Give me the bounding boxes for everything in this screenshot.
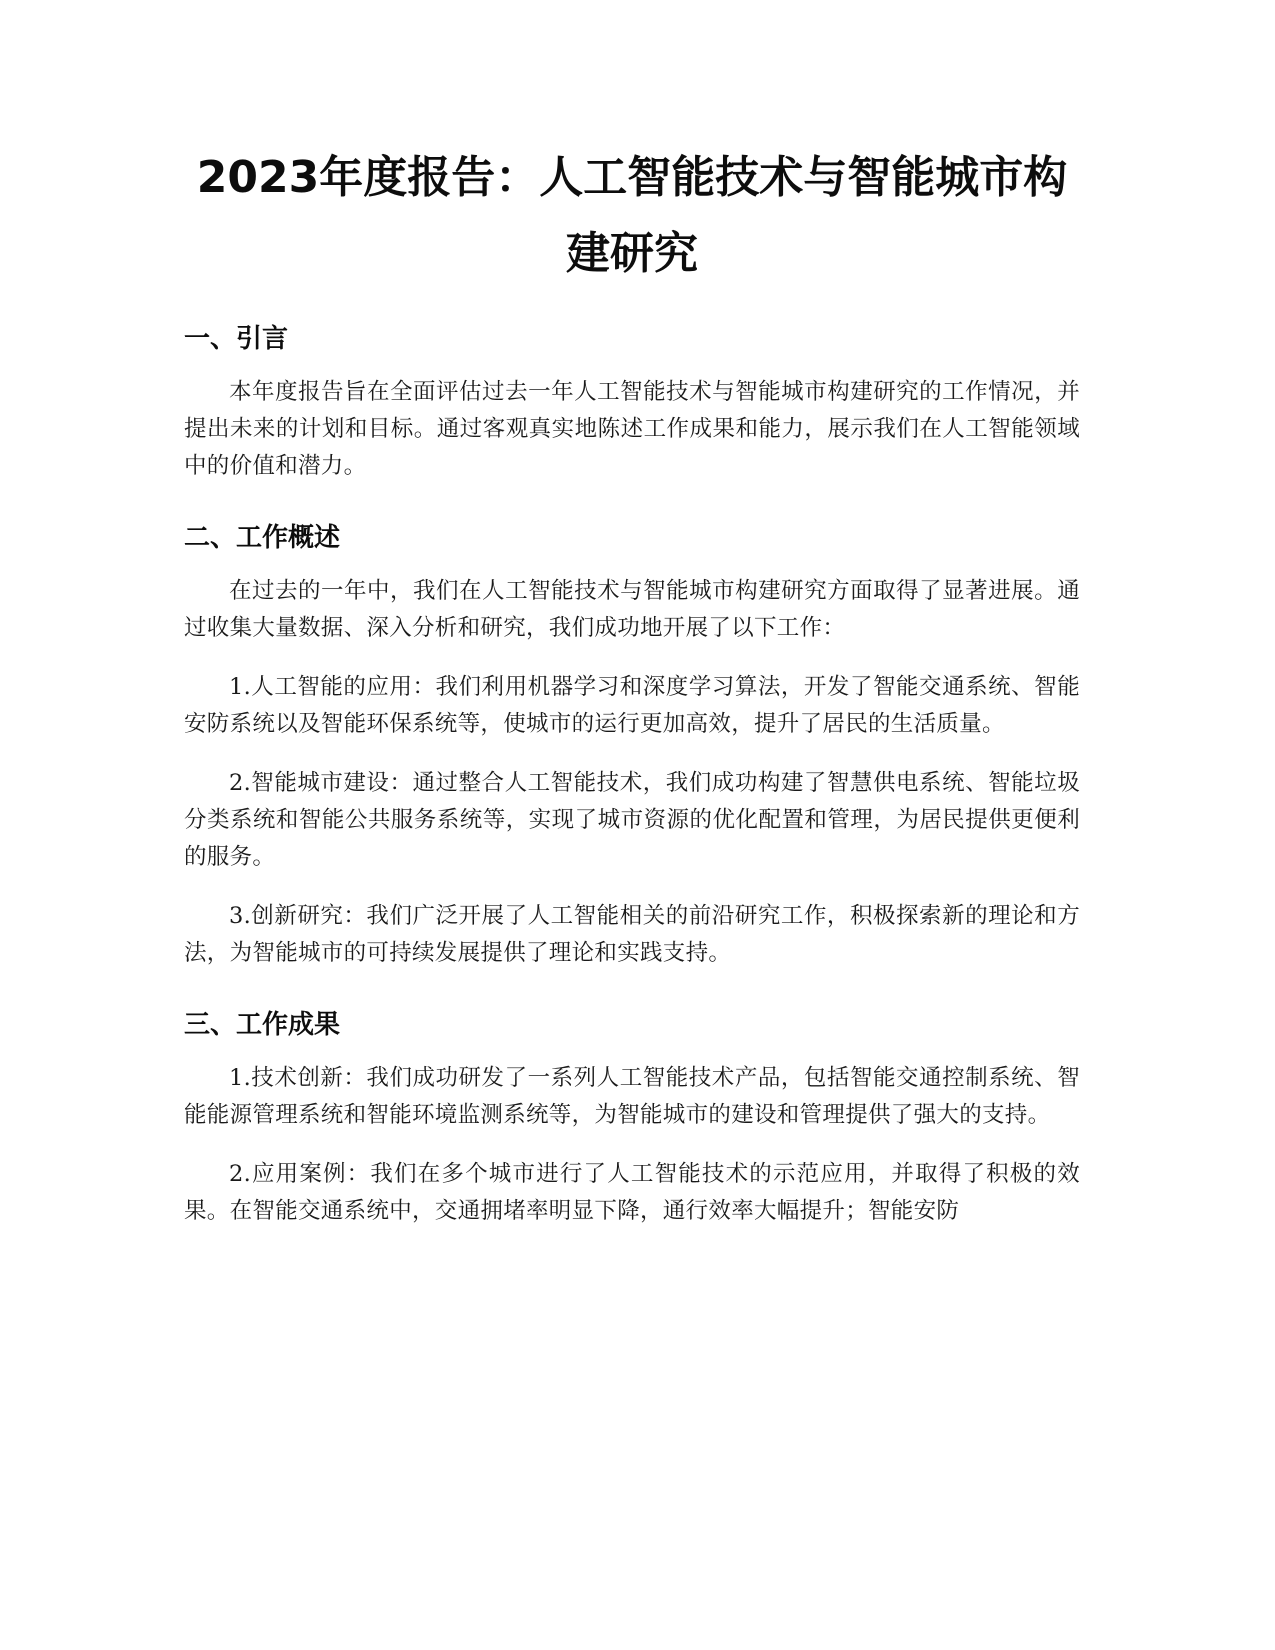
paragraph: 2.智能城市建设：通过整合人工智能技术，我们成功构建了智慧供电系统、智能垃圾分类系统和智能公共服务系统等，实现了城市资源的优化配置和管理，为居民提供更便利的服务。: [184, 770, 1080, 870]
document-title: 2023年度报告：人工智能技术与智能城市构建研究: [196, 152, 1068, 279]
section-work-results: [184, 1008, 1080, 1230]
document-page: [184, 140, 1080, 1230]
paragraph: 本年度报告旨在全面评估过去一年人工智能技术与智能城市构建研究的工作情况，并提出未来的计划和目标。通过客观真实地陈述工作成果和能力，展示我们在人工智能领域中的价值和潜力。: [184, 379, 1080, 479]
section-heading: 三、工作成果: [184, 1010, 341, 1040]
section-introduction: [184, 322, 1080, 485]
paragraph: 1.人工智能的应用：我们利用机器学习和深度学习算法，开发了智能交通系统、智能安防系统以及智能环保系统等，使城市的运行更加高效，提升了居民的生活质量。: [184, 674, 1080, 737]
section-work-overview: [184, 521, 1080, 972]
section-heading: 一、引言: [184, 324, 289, 354]
paragraph: 在过去的一年中，我们在人工智能技术与智能城市构建研究方面取得了显著进展。通过收集大量数据、深入分析和研究，我们成功地开展了以下工作：: [184, 578, 1080, 641]
paragraph: 3.创新研究：我们广泛开展了人工智能相关的前沿研究工作，积极探索新的理论和方法，为智能城市的可持续发展提供了理论和实践支持。: [184, 903, 1080, 966]
paragraph: 1.技术创新：我们成功研发了一系列人工智能技术产品，包括智能交通控制系统、智能能源管理系统和智能环境监测系统等，为智能城市的建设和管理提供了强大的支持。: [184, 1065, 1080, 1128]
section-heading: 二、工作概述: [184, 523, 341, 553]
paragraph: 2.应用案例：我们在多个城市进行了人工智能技术的示范应用，并取得了积极的效果。在智能交通系统中，交通拥堵率明显下降，通行效率大幅提升；智能安防: [184, 1161, 1080, 1224]
